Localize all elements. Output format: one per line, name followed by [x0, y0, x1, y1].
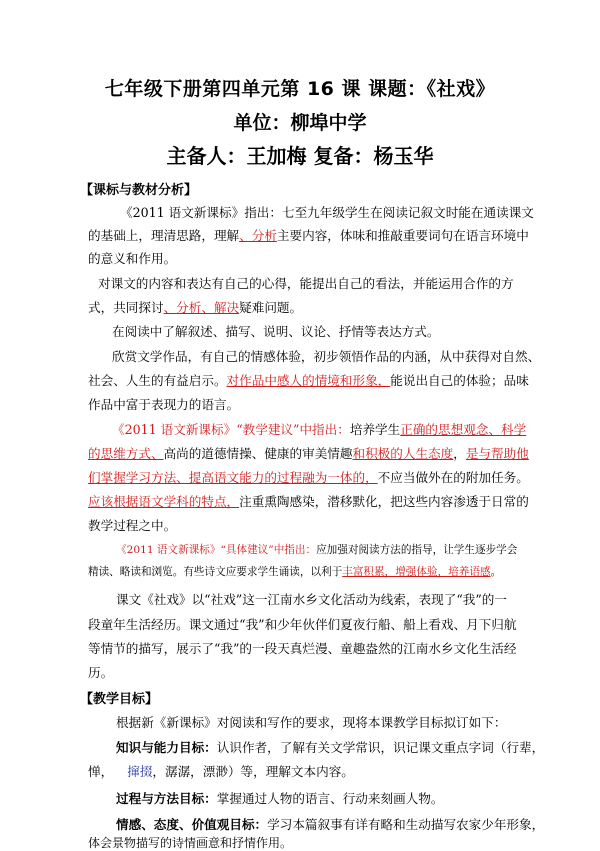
section-heading-objectives: 【教学目标】 [80, 692, 159, 707]
paragraph-line: 《2011 语文新课标》“教学建议”中指出：培养学生正确的思想观念、科学 [112, 422, 527, 437]
preparers-line: 主备人：王加梅 复备：杨玉华 [166, 144, 434, 168]
paragraph-line: 历。 [88, 665, 114, 680]
paragraph-line: 《2011 语文新课标》“具体建议”中指出：应加强对阅读方法的指导，让学生逐步学会 [116, 544, 518, 556]
paragraph-line: 的意义和作用。 [88, 251, 177, 266]
paragraph-line: 教学过程之中。 [88, 518, 177, 533]
goal-process: 过程与方法目标：掌握通过人物的语言、行动来刻画人物。 [116, 791, 444, 806]
paragraph-line: 应该根据语文学科的特点，注重熏陶感染，潜移默化，把这些内容渗透于日常的 [88, 494, 529, 509]
paragraph-line: 精读、略读和浏览。有些诗文应要求学生诵读，以利于丰富积累，增强体验，培养语感。 [88, 566, 502, 578]
goal-knowledge: 知识与能力目标：认识作者，了解有关文学常识，识记课文重点字词（行辈， [116, 740, 545, 755]
goal-knowledge-cont: 惮， 撺掇，潺潺，漂渺）等，理解文本内容。 [88, 764, 354, 779]
paragraph-line: 《2011 语文新课标》指出：七至九年级学生在阅读记叙文时能在通读课文 [120, 205, 534, 220]
paragraph-line: 等情节的描写，展示了“我”的一段天真烂漫、童趣盎然的江南水乡文化生活经 [88, 641, 517, 656]
paragraph-line: 在阅读中了解叙述、描写、说明、议论、抒情等表达方式。 [112, 324, 440, 339]
paragraph-line: 社会、人生的有益启示。对作品中感人的情境和形象，能说出自己的体验；品味 [88, 373, 529, 388]
section-heading-curriculum: 【课标与教材分析】 [80, 183, 198, 198]
paragraph-line: 的思维方式、高尚的道德情操、健康的审美情趣和积极的人生态度，是与帮助他 [88, 446, 529, 461]
school-unit: 单位：柳埠中学 [233, 112, 367, 134]
paragraph-line: 对课文的内容和表达有自己的心得，能提出自己的看法，并能运用合作的方 [98, 276, 514, 291]
paragraph-line: 欣赏文学作品，有自己的情感体验，初步领悟作品的内涵，从中获得对自然、 [112, 349, 541, 364]
paragraph-line: 们掌握学习方法、提高语文能力的过程融为一体的，不应当做外在的附加任务。 [88, 470, 529, 485]
document-title: 七年级下册第四单元第 16 课 课题：《社戏》 [104, 78, 496, 100]
paragraph-line: 式，共同探讨、分析、解决疑难问题。 [88, 300, 303, 315]
goal-emotion: 情感、态度、价值观目标：学习本篇叙事有详有略和生动描写农家少年形象， [116, 817, 545, 832]
paragraph-line: 根据新《新课标》对阅读和写作的要求，现将本课教学目标拟订如下： [116, 715, 507, 730]
paragraph-line: 作品中富于表现力的语言。 [88, 397, 240, 412]
paragraph-line: 的基础上，理清思路，理解、分析主要内容，体味和推敲重要词句在语言环境中 [88, 228, 529, 243]
paragraph-line: 段童年生活经历。课文通过“我”和少年伙伴们夏夜行船、船上看戏、月下归航 [88, 617, 517, 632]
goal-emotion-cont: 体会景物描写的诗情画意和抒情作用。 [88, 836, 293, 850]
paragraph-line: 课文《社戏》以“社戏”这一江南水乡文化活动为线索，表现了“我”的一 [116, 592, 507, 607]
